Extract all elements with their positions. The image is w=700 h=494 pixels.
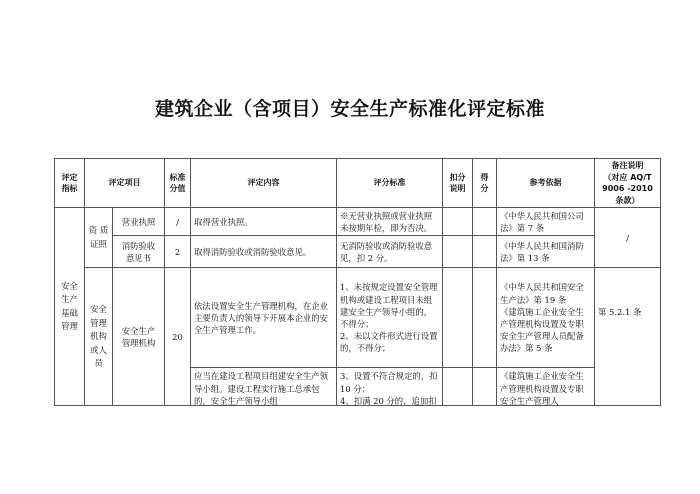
- got-cell: [473, 368, 497, 406]
- content-cell: 取得消防验收或消防验收意见。: [191, 236, 337, 268]
- deduct-cell: [443, 268, 473, 368]
- org-group-cell: 安全 管理 机构 或人 员: [85, 268, 113, 406]
- criteria-text: 3、设置不符合规定的，扣 10 分； 4、扣满 20 分的，追加扣: [340, 371, 438, 406]
- table-row: [55, 236, 661, 268]
- license-group-cell: 资 质 证照: [85, 208, 113, 268]
- remark-cell: /: [595, 208, 661, 268]
- table-row: [55, 268, 661, 368]
- header-content: 评定内容: [191, 159, 337, 208]
- deduct-cell: [443, 236, 473, 268]
- document-title: 建筑企业（含项目）安全生产标准化评定标准: [154, 98, 545, 120]
- criteria-cell: [337, 368, 443, 406]
- header-remark: 备注说明 （对应 AQ/T 9006 -2010 条款）: [595, 159, 661, 208]
- deduct-cell: [443, 208, 473, 236]
- header-basis: 参考依据: [497, 159, 595, 208]
- item-cell: 营业执照: [113, 208, 165, 236]
- indicator-cell: 安全 生产 基础 管理: [55, 208, 85, 406]
- header-score: 标准 分值: [165, 159, 191, 208]
- basis-cell: [497, 368, 595, 406]
- score-cell: /: [165, 208, 191, 236]
- basis-cell: 《中华人民共和国公司法》第 7 条: [497, 208, 595, 236]
- basis-cell: 《中华人民共和国安全生产法》第 19 条 《建筑施工企业安全生产管理机构设置及专职安全生产管理人员配备办法》第 5 条: [497, 268, 595, 368]
- content-cell: [191, 368, 337, 406]
- item-cell: 安全生产 管理机构: [113, 268, 165, 406]
- basis-text: 《建筑施工企业安全生产管理机构设置及专职安全生产管理人: [500, 371, 584, 406]
- content-cell: 依法设置安全生产管理机构，在企业主要负责人的领导下开展本企业的安全生产管理工作。: [191, 268, 337, 368]
- header-item: 评定项目: [85, 159, 165, 208]
- evaluation-table: [54, 158, 661, 406]
- content-cell: 取得营业执照。: [191, 208, 337, 236]
- header-deduct: 扣分 说明: [443, 159, 473, 208]
- criteria-cell: ※无营业执照或营业执照未按期年检，即为否决。: [337, 208, 443, 236]
- deduct-cell: [443, 368, 473, 406]
- criteria-cell: 1、未按规定设置安全管理机构或建设工程项目未组建安全生产领导小组的， 不得分； 2、未以文件形式进行设置的，不得分；: [337, 268, 443, 368]
- got-cell: [473, 208, 497, 236]
- content-text: 应当在建设工程项目组建安全生产领导小组。建设工程实行施工总承包的，安全生产领导小组: [194, 371, 328, 406]
- remark-cell: 第 5.2.1 条: [595, 268, 661, 406]
- got-cell: [473, 268, 497, 368]
- score-cell: 20: [165, 268, 191, 406]
- header-row: [55, 159, 661, 208]
- header-indicator: 评定 指标: [55, 159, 85, 208]
- header-criteria: 评分标准: [337, 159, 443, 208]
- score-cell: 2: [165, 236, 191, 268]
- header-got: 得 分: [473, 159, 497, 208]
- table-row: [55, 208, 661, 236]
- got-cell: [473, 236, 497, 268]
- item-cell: 消防验收 意见书: [113, 236, 165, 268]
- basis-cell: 《中华人民共和国消防法》第 13 条: [497, 236, 595, 268]
- criteria-cell: 无消防验收或消防验收意见，扣 2 分。: [337, 236, 443, 268]
